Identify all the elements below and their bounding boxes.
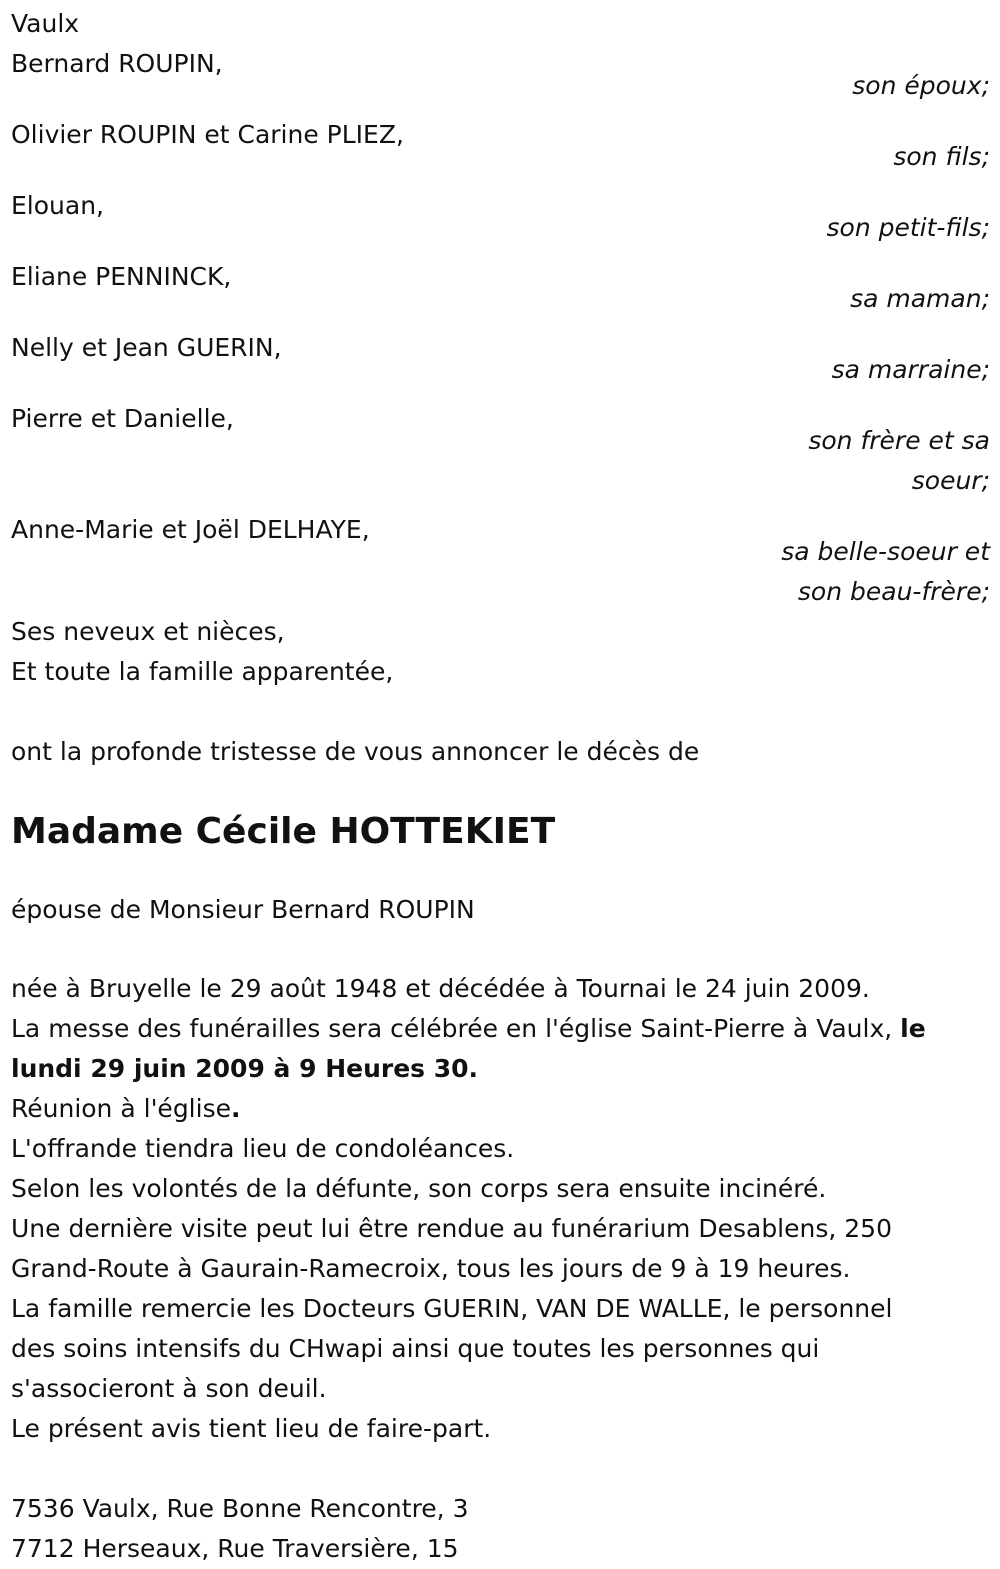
deceased-name: Madame Cécile HOTTEKIET [11, 811, 556, 852]
thanks-line: La famille remercie les Docteurs GUERIN, VAN DE WALLE, le personnel [11, 1294, 893, 1323]
relative-name: Elouan, [11, 191, 104, 220]
relative-name: Bernard ROUPIN, [11, 49, 223, 78]
addresses [11, 1489, 990, 1569]
meeting-line [11, 1089, 990, 1129]
relative-row [11, 44, 990, 106]
closing-family-line: Ses neveux et nièces, [11, 617, 285, 646]
relative-name: Nelly et Jean GUERIN, [11, 333, 282, 362]
relative-name: Eliane PENNINCK, [11, 262, 232, 291]
mass-line [11, 1009, 990, 1049]
relative-role-line: son époux; [852, 71, 990, 100]
thanks-line: s'associeront à son deuil. [11, 1374, 327, 1403]
relative-row [11, 186, 990, 248]
relative-role [11, 208, 990, 248]
relative-role-line: sa maman; [850, 284, 990, 313]
birth-death-line: née à Bruyelle le 29 août 1948 et décédée à Tournai le 24 juin 2009. [11, 974, 870, 1003]
relative-row [11, 328, 990, 390]
place-heading: Vaulx [11, 9, 80, 38]
relative-role-line: soeur; [911, 466, 990, 495]
visit-line: Grand-Route à Gaurain-Ramecroix, tous les jours de 9 à 19 heures. [11, 1254, 851, 1283]
relative-row [11, 115, 990, 177]
mass-bold-end: le [900, 1014, 926, 1043]
relative-name: Anne-Marie et Joël DELHAYE, [11, 515, 370, 544]
relative-name: Pierre et Danielle, [11, 404, 234, 433]
relative-row [11, 399, 990, 501]
relative-role-line: son beau-frère; [797, 577, 990, 606]
cremation-line: Selon les volontés de la défunte, son corps sera ensuite incinéré. [11, 1174, 827, 1203]
relatives-list [11, 44, 990, 612]
notice-line: Le présent avis tient lieu de faire-part. [11, 1414, 492, 1443]
relative-role-line: son frère et sa [808, 426, 990, 455]
closing-family [11, 612, 990, 692]
mass-date: lundi 29 juin 2009 à 9 Heures 30. [11, 1054, 479, 1083]
meeting-text: Réunion à l'église [11, 1094, 231, 1123]
meeting-dot: . [230, 1094, 241, 1123]
funeral-details [11, 969, 990, 1449]
address-line: 7712 Herseaux, Rue Traversière, 15 [11, 1534, 459, 1563]
mass-prefix: La messe des funérailles sera célébrée en l'église Saint-Pierre à Vaulx, [11, 1014, 893, 1043]
relative-role-line: son fils; [893, 142, 990, 171]
relative-role-line: sa belle-soeur et [781, 537, 990, 566]
relative-role-line: son petit-fils; [826, 213, 990, 242]
relative-role-line: sa marraine; [831, 355, 990, 384]
closing-family-line: Et toute la famille apparentée, [11, 657, 394, 686]
relative-row [11, 257, 990, 319]
thanks-line: des soins intensifs du CHwapi ainsi que toutes les personnes qui [11, 1334, 820, 1363]
relative-name: Olivier ROUPIN et Carine PLIEZ, [11, 120, 404, 149]
offering-line: L'offrande tiendra lieu de condoléances. [11, 1134, 515, 1163]
spouse-line: épouse de Monsieur Bernard ROUPIN [11, 895, 475, 924]
visit-line: Une dernière visite peut lui être rendue au funérarium Desablens, 250 [11, 1214, 892, 1243]
address-line: 7536 Vaulx, Rue Bonne Rencontre, 3 [11, 1494, 469, 1523]
relative-row [11, 510, 990, 612]
announcement-text: ont la profonde tristesse de vous annoncer le décès de [11, 737, 700, 766]
